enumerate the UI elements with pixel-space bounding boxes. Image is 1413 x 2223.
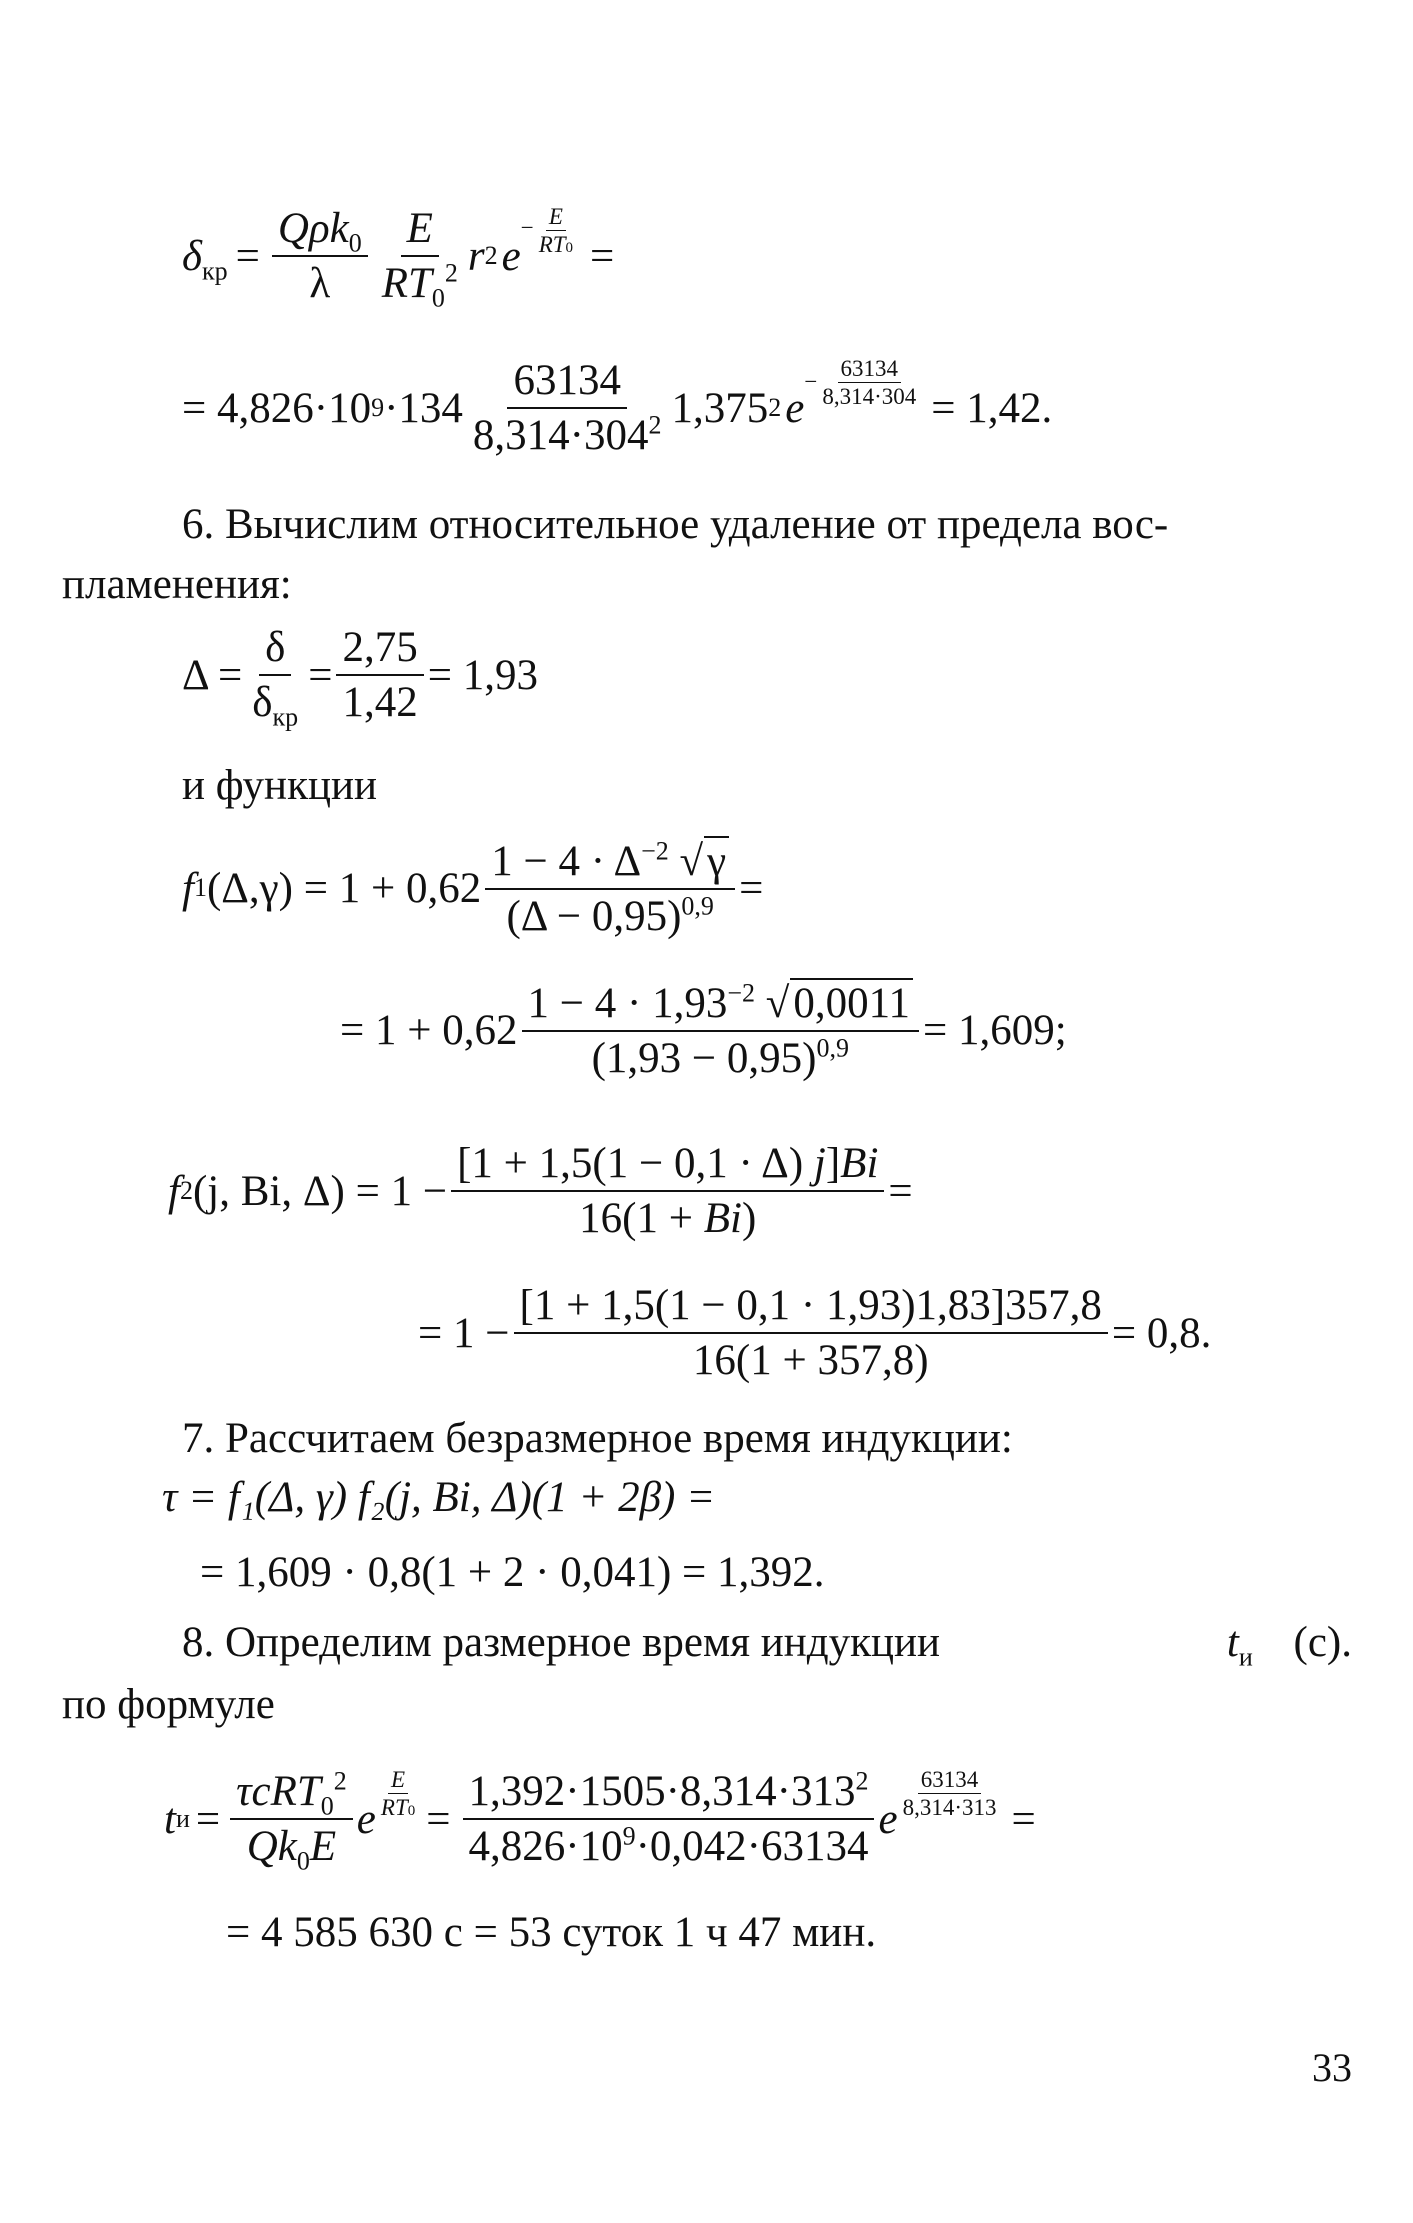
formula-f2-calc: = 1 − $\frac{[1 + 1,5(1 - 0,1 \cdot 1,93)1,83]357,8}{16(1 + 357,8)}$ = 0,8. xyxy=(418,1282,1212,1385)
t-i-frac2: $\frac{1,392\cdot 1505\cdot 8,314\cdot 313^2}{4,826\cdot 10^9\cdot 0,042\cdot 63134}$ xyxy=(463,1768,875,1871)
delta-frac2: $\frac{2,75}{1,42}$ xyxy=(336,624,423,727)
delta-cr-lhs: $\delta_{кр}$ xyxy=(182,232,228,286)
formula-f2: f 2 (j, Bi, Δ) = 1 − $\frac{[1 + 1,5(1 - 0,1 \cdot \Delta) j]Bi}{16(1 + Bi)}$ = xyxy=(168,1140,913,1243)
delta-cr-frac2: $\frac{E}{RT_0^2}$ xyxy=(381,205,458,313)
t-i-exponent2: $\frac{63134}{8,314\cdot 313}$ xyxy=(902,1766,997,1820)
formula-f1-calc: = 1 + 0,62 $\frac{1 - 4 \cdot 1,93^{-2} √0,0011}{(1,93 - 0,95)^{0,9}}$ = 1,609; xyxy=(340,978,1067,1083)
t-i-exponent: $\frac{E}{RT0}$ xyxy=(380,1766,416,1820)
step6-line1: 6. Вычислим относительное удаление от предела вос- xyxy=(182,501,1169,548)
step8-line2: по формуле xyxy=(62,1681,275,1728)
formula-tau-calc: = 1,609 · 0,8(1 + 2 · 0,041) = 1,392. xyxy=(200,1549,825,1596)
formula-delta-cr-calc: = 4,826·10 9 ·134 $\frac{63134}{8,314\cdot 304^2}$ 1,375 2 e − $\frac{63134}{8,314\cdot 304}$ = 1,42. xyxy=(182,355,1053,460)
delta-cr-calc-frac: $\frac{63134}{8,314\cdot 304^2}$ xyxy=(472,357,662,460)
f2-frac: $\frac{[1 + 1,5(1 - 0,1 \cdot \Delta) j]Bi}{16(1 + Bi)}$ xyxy=(451,1140,884,1243)
delta-cr-exponent: $\frac{E}{RT0}$ xyxy=(538,203,574,257)
formula-tau: τ = f₁(Δ, γ) f₂(j, Bi, Δ)(1 + 2β) = xyxy=(162,1474,716,1521)
step6-line2: пламенения: xyxy=(62,561,292,608)
step8-line1: 8. Определим размерное время индукции $t_и$ (с). xyxy=(182,1619,1352,1672)
page-number: 33 xyxy=(1312,2045,1352,2090)
f2-calc-frac: $\frac{[1 + 1,5(1 - 0,1 \cdot 1,93)1,83]357,8}{16(1 + 357,8)}$ xyxy=(514,1282,1108,1385)
formula-t-i: t и = $\frac{\tau cRT_0^2}{Qk_0E}$ e $\frac{E}{RT0}$ = $\frac{1,392\cdot 1505\cdot 8,314\cdot 313^2}{4,826\cdot 10^9\cdot 0,042\cdot 63134}$ e $\frac{63134}{8,314\cdot 313}$ = xyxy=(164,1766,1036,1876)
delta-frac1: $\frac{\delta}{\delta_{кр}}$ xyxy=(252,624,299,732)
formula-delta: Δ = $\frac{\delta}{\delta_{кр}}$ = $\frac{2,75}{1,42}$ = 1,93 xyxy=(182,624,538,732)
formula-t-i-result: = 4 585 630 с = 53 суток 1 ч 47 мин. xyxy=(226,1909,877,1956)
formula-f1: f 1 (Δ,γ) = 1 + 0,62 $\frac{1 - 4 \cdot \Delta^{-2} √\gamma}{(\Delta - 0,95)^{0,9}}$ = xyxy=(182,836,764,941)
delta-cr-calc-exponent: $\frac{63134}{8,314\cdot 304}$ xyxy=(822,355,917,409)
step7: 7. Рассчитаем безразмерное время индукции: xyxy=(182,1415,1013,1462)
and-functions: и функции xyxy=(182,762,377,809)
formula-delta-cr: $\delta_{кр}$ = $\frac{Q\rho k_0}{\lambda}$ $\frac{E}{RT_0^2}$ r 2 e − $\frac{E}{RT0}$ = xyxy=(182,203,615,313)
f1-frac: $\frac{1 - 4 \cdot \Delta^{-2} √\gamma}{(\Delta - 0,95)^{0,9}}$ xyxy=(485,836,735,941)
delta-cr-frac1: $\frac{Q\rho k_0}{\lambda}$ xyxy=(272,205,368,308)
f1-calc-frac: $\frac{1 - 4 \cdot 1,93^{-2} √0,0011}{(1,93 - 0,95)^{0,9}}$ xyxy=(522,978,920,1083)
t-i-frac1: $\frac{\tau cRT_0^2}{Qk_0E}$ xyxy=(230,1768,353,1871)
